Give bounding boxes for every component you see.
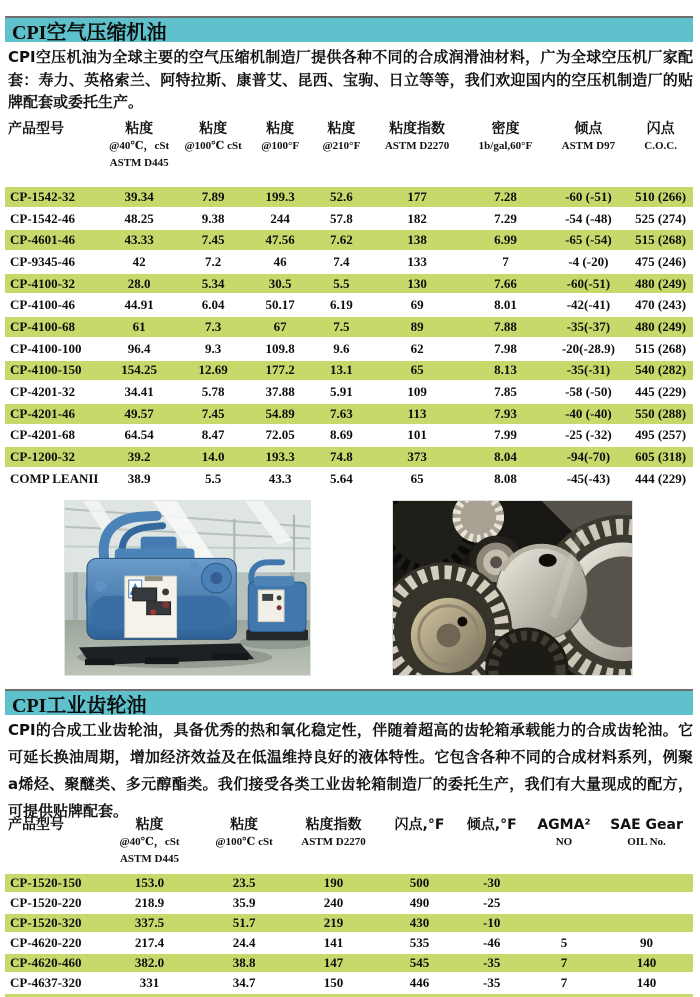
product-code-cell: CP-4100-46 — [10, 297, 75, 313]
table-row — [5, 914, 693, 934]
value-cell: 540 (282) — [635, 362, 687, 378]
section2-intro-text: CPI的合成工业齿轮油，具备优秀的热和氧化稳定性，伴随着超高的齿轮箱承载能力的合成齿轮油。它可延长换油周期，增加经济效益及在低温维持良好的液体特性。它包含各种不同的合成材料系列，例聚 a烯烃、聚醚类、多元醇酯类。我们接受各类工业齿轮箱制造厂的委托生产，我们有大量现成的配方，可提供贴牌配套。 — [8, 721, 693, 820]
value-cell: -65 (-54) — [565, 232, 612, 248]
product-code-cell: CP-9345-46 — [10, 253, 75, 269]
column-header-line: 1b/gal,60°F — [478, 140, 533, 152]
value-cell: 89 — [410, 318, 424, 334]
column-header-line: 粘度指数 — [305, 817, 362, 833]
value-cell: 141 — [323, 935, 344, 950]
column-header — [205, 817, 284, 867]
value-cell: 7.93 — [494, 405, 517, 421]
product-code-cell: CP-4201-68 — [10, 427, 75, 443]
value-cell: 61 — [132, 318, 146, 334]
value-cell: 8.69 — [330, 427, 353, 443]
column-header-line: ASTM D2270 — [301, 836, 366, 848]
column-header-line: @40℃，cSt — [119, 836, 180, 848]
value-cell: 605 (318) — [635, 449, 687, 465]
value-cell: 500 — [409, 875, 430, 890]
value-cell: 54.89 — [265, 405, 295, 421]
gears-illustration — [393, 501, 632, 675]
value-cell: 69 — [410, 297, 424, 313]
column-header — [249, 121, 311, 171]
value-cell: -60 (-51) — [565, 188, 612, 204]
value-cell: -60(-51) — [566, 275, 611, 291]
value-cell: 7.89 — [201, 188, 225, 204]
section2-title: CPI工业齿轮油 — [12, 694, 147, 717]
value-cell: 193.3 — [265, 449, 295, 465]
value-cell: 42 — [132, 253, 146, 269]
column-header — [284, 817, 384, 867]
value-cell: 57.8 — [330, 210, 353, 226]
value-cell: 510 (266) — [635, 188, 687, 204]
column-header-line: 倾点 — [574, 121, 603, 137]
value-cell: 13.1 — [330, 362, 353, 378]
value-cell: 24.4 — [232, 935, 256, 950]
table-row — [5, 382, 693, 404]
value-cell: 9.3 — [204, 340, 222, 356]
product-code-cell: CP-4100-150 — [10, 362, 82, 378]
value-cell: -35(-37) — [566, 318, 611, 334]
column-header — [456, 817, 528, 867]
value-cell: -42(-41) — [566, 297, 611, 313]
table-row — [5, 361, 693, 383]
value-cell: 7.85 — [494, 384, 517, 400]
column-header — [628, 121, 693, 171]
value-cell: -30 — [483, 875, 501, 890]
gear-oil-table-header — [5, 817, 693, 867]
value-cell: 535 — [409, 935, 430, 950]
table-row — [5, 404, 693, 426]
value-cell: 65 — [410, 470, 424, 486]
value-cell: 182 — [407, 210, 427, 226]
value-cell: 337.5 — [134, 915, 165, 930]
table-row — [5, 252, 693, 274]
value-cell: -25 (-32) — [565, 427, 612, 443]
value-cell: 101 — [407, 427, 427, 443]
column-header-line: @100℃ cSt — [215, 836, 273, 848]
value-cell: 150 — [323, 975, 344, 990]
value-cell: 446 — [409, 975, 430, 990]
value-cell: 5.64 — [330, 470, 353, 486]
column-header-line: @100°F — [261, 140, 300, 152]
value-cell: 7 — [560, 955, 568, 970]
value-cell: 445 (229) — [635, 384, 687, 400]
value-cell: 444 (229) — [635, 470, 687, 486]
column-header-line: NO — [555, 836, 573, 848]
product-code-cell: CP-4620-220 — [10, 935, 82, 950]
column-header-line: 粘度 — [266, 121, 295, 137]
product-code-cell: CP-1542-46 — [10, 210, 75, 226]
value-cell: 7.88 — [494, 318, 517, 334]
column-header — [372, 121, 463, 171]
column-header-line: @40℃，cSt — [109, 140, 170, 152]
column-header-line: OIL No. — [627, 836, 666, 848]
value-cell: 7.98 — [494, 340, 517, 356]
column-header — [462, 121, 548, 171]
value-cell: 147 — [323, 955, 344, 970]
value-cell: 138 — [407, 232, 427, 248]
value-cell: 7.3 — [204, 318, 222, 334]
value-cell: 74.8 — [330, 449, 353, 465]
column-header-line: ASTM D97 — [561, 140, 616, 152]
value-cell: 30.5 — [268, 275, 292, 291]
value-cell: 96.4 — [127, 340, 151, 356]
value-cell: 7.28 — [494, 188, 517, 204]
value-cell: -4 (-20) — [568, 253, 609, 269]
value-cell: -40 (-40) — [565, 405, 612, 421]
value-cell: 38.9 — [127, 470, 151, 486]
value-cell: 49.57 — [124, 405, 154, 421]
value-cell: 5.5 — [204, 470, 222, 486]
value-cell: 113 — [407, 405, 427, 421]
column-header-line: C.O.C. — [644, 140, 677, 152]
table-row — [5, 339, 693, 361]
table-row — [5, 295, 693, 317]
column-header — [548, 121, 628, 171]
column-header — [528, 817, 600, 867]
value-cell: 9.6 — [333, 340, 350, 356]
table-row — [5, 874, 693, 894]
value-cell: 154.25 — [121, 362, 158, 378]
value-cell: 12.69 — [198, 362, 228, 378]
column-header — [5, 817, 94, 867]
value-cell: 35.9 — [232, 895, 256, 910]
table-row — [5, 447, 693, 469]
value-cell: 109 — [407, 384, 427, 400]
product-code-cell: CP-4100-68 — [10, 318, 75, 334]
table-row — [5, 317, 693, 339]
value-cell: 90 — [640, 935, 654, 950]
column-header-line: SAE Gear — [610, 817, 683, 833]
table-row — [5, 426, 693, 448]
value-cell: 7.45 — [201, 405, 225, 421]
value-cell: 34.41 — [124, 384, 154, 400]
value-cell: 28.0 — [127, 275, 151, 291]
value-cell: 7.66 — [494, 275, 517, 291]
value-cell: 48.25 — [124, 210, 154, 226]
column-header-line: 产品型号 — [8, 817, 64, 833]
value-cell: 550 (288) — [635, 405, 687, 421]
column-header-line: 粘度指数 — [389, 121, 446, 137]
value-cell: 373 — [407, 449, 427, 465]
value-cell: 8.47 — [201, 427, 225, 443]
value-cell: 14.0 — [201, 449, 225, 465]
column-header — [5, 121, 101, 171]
table-row — [5, 894, 693, 914]
value-cell: 7.62 — [330, 232, 353, 248]
value-cell: 153.0 — [134, 875, 165, 890]
section1-title: CPI空气压缩机油 — [12, 21, 167, 44]
value-cell: 109.8 — [265, 340, 295, 356]
value-cell: -45(-43) — [566, 470, 611, 486]
air-compressor-photo — [64, 500, 311, 676]
product-code-cell: CP-1520-320 — [10, 915, 82, 930]
compressor-oil-table — [5, 187, 693, 491]
column-header — [311, 121, 372, 171]
value-cell: -35 — [483, 975, 501, 990]
industrial-gears-photo — [392, 500, 633, 676]
value-cell: -54 (-48) — [565, 210, 612, 226]
column-header-line: @100℃ cSt — [184, 140, 242, 152]
product-code-cell: CP-4201-46 — [10, 405, 75, 421]
value-cell: 5.78 — [201, 384, 225, 400]
column-header-line: 粘度 — [199, 121, 228, 137]
value-cell: 545 — [409, 955, 430, 970]
value-cell: 8.04 — [494, 449, 517, 465]
value-cell: 190 — [323, 875, 344, 890]
value-cell: 5.91 — [330, 384, 353, 400]
column-header-line: 粘度 — [230, 817, 259, 833]
value-cell: 65 — [410, 362, 424, 378]
product-code-cell: CP-4601-46 — [10, 232, 75, 248]
value-cell: 5 — [560, 935, 568, 950]
value-cell: 67 — [273, 318, 287, 334]
value-cell: 38.8 — [232, 955, 256, 970]
value-cell: 8.13 — [494, 362, 517, 378]
value-cell: 43.33 — [124, 232, 154, 248]
value-cell: -94(-70) — [566, 449, 611, 465]
section1-intro-text: CPI空压机油为全球主要的空气压缩机制造厂提供各种不同的合成润滑油材料，广为全球空压机厂家配套：寿力、英格索兰、阿特拉斯、康普艾、昆西、宝驹、日立等等，我们欢迎国内的空压机制造厂的贴牌配套或委托生产。 — [8, 48, 693, 111]
table-row — [5, 934, 693, 954]
value-cell: 52.6 — [330, 188, 353, 204]
product-code-cell: CP-4620-460 — [10, 955, 82, 970]
value-cell: 5.34 — [201, 275, 225, 291]
value-cell: 6.19 — [330, 297, 353, 313]
product-code-cell: CP-1200-32 — [10, 449, 75, 465]
value-cell: 62 — [410, 340, 424, 356]
value-cell: 7.63 — [330, 405, 353, 421]
value-cell: 525 (274) — [635, 210, 687, 226]
value-cell: 331 — [139, 975, 160, 990]
value-cell: 5.5 — [333, 275, 350, 291]
value-cell: 470 (243) — [635, 297, 687, 313]
value-cell: -10 — [483, 915, 501, 930]
value-cell: -20(-28.9) — [561, 340, 615, 356]
column-header-line: 产品型号 — [8, 121, 64, 137]
value-cell: 490 — [409, 895, 430, 910]
product-code-cell: CP-1542-32 — [10, 188, 75, 204]
column-header-line: 密度 — [491, 121, 520, 137]
value-cell: 480 (249) — [635, 275, 687, 291]
column-header-line: 闪点 — [646, 121, 675, 137]
product-code-cell: CP-4201-32 — [10, 384, 75, 400]
column-header-line: 粘度 — [125, 121, 154, 137]
value-cell: -35(-31) — [566, 362, 611, 378]
value-cell: 47.56 — [265, 232, 295, 248]
column-header-line: AGMA² — [537, 817, 591, 833]
value-cell: 430 — [409, 915, 430, 930]
value-cell: 8.08 — [494, 470, 517, 486]
value-cell: 7.2 — [204, 253, 222, 269]
column-header-line: 粘度 — [135, 817, 164, 833]
value-cell: 7 — [502, 253, 509, 269]
value-cell: 495 (257) — [635, 427, 687, 443]
value-cell: 7.99 — [494, 427, 517, 443]
gear-oil-table — [5, 874, 693, 994]
column-header-line: 倾点,°F — [466, 817, 517, 833]
value-cell: -25 — [483, 895, 501, 910]
section1-title-bar — [5, 16, 693, 42]
table-row — [5, 187, 693, 209]
product-code-cell: CP-1520-150 — [10, 875, 82, 890]
value-cell: 515 (268) — [635, 232, 687, 248]
column-header — [101, 121, 177, 171]
column-header-line: ASTM D2270 — [384, 140, 450, 152]
value-cell: 177.2 — [265, 362, 295, 378]
value-cell: 7.4 — [333, 253, 350, 269]
value-cell: 515 (268) — [635, 340, 687, 356]
table-row — [5, 274, 693, 296]
value-cell: -46 — [483, 935, 501, 950]
column-header-line: ASTM D445 — [119, 853, 179, 865]
value-cell: 51.7 — [232, 915, 256, 930]
value-cell: 9.38 — [201, 210, 225, 226]
product-code-cell: CP-4637-320 — [10, 975, 82, 990]
value-cell: 130 — [407, 275, 427, 291]
value-cell: 37.88 — [265, 384, 295, 400]
value-cell: 50.17 — [265, 297, 295, 313]
column-header-line: ASTM D445 — [109, 157, 169, 169]
product-code-cell: CP-4100-32 — [10, 275, 75, 291]
value-cell: 218.9 — [134, 895, 165, 910]
value-cell: 7.5 — [333, 318, 350, 334]
column-header-line: @210°F — [322, 140, 361, 152]
value-cell: 475 (246) — [635, 253, 687, 269]
value-cell: -35 — [483, 955, 501, 970]
value-cell: 217.4 — [134, 935, 165, 950]
value-cell: 8.01 — [494, 297, 517, 313]
value-cell: 6.99 — [494, 232, 517, 248]
value-cell: 46 — [273, 253, 287, 269]
table-row — [5, 230, 693, 252]
value-cell: 219 — [323, 915, 344, 930]
column-header — [177, 121, 249, 171]
table-row — [5, 469, 693, 491]
table-row — [5, 974, 693, 994]
value-cell: 140 — [636, 975, 657, 990]
value-cell: 140 — [636, 955, 657, 970]
value-cell: 244 — [270, 210, 290, 226]
value-cell: -58 (-50) — [565, 384, 612, 400]
product-code-cell: COMP LEANII — [10, 470, 99, 486]
air-compressor-illustration — [65, 501, 310, 675]
value-cell: 240 — [323, 895, 344, 910]
value-cell: 44.91 — [124, 297, 154, 313]
compressor-oil-table-header — [5, 121, 693, 171]
value-cell: 7.45 — [201, 232, 225, 248]
value-cell: 382.0 — [134, 955, 165, 970]
column-header-line: 闪点,°F — [394, 817, 445, 833]
value-cell: 34.7 — [232, 975, 256, 990]
value-cell: 72.05 — [265, 427, 295, 443]
column-header — [600, 817, 693, 867]
value-cell: 7.29 — [494, 210, 517, 226]
value-cell: 199.3 — [265, 188, 295, 204]
value-cell: 39.2 — [127, 449, 151, 465]
value-cell: 480 (249) — [635, 318, 687, 334]
product-code-cell: CP-4100-100 — [10, 340, 82, 356]
value-cell: 39.34 — [124, 188, 154, 204]
table-row — [5, 209, 693, 231]
product-code-cell: CP-1520-220 — [10, 895, 82, 910]
value-cell: 7 — [560, 975, 568, 990]
column-header-line: 粘度 — [327, 121, 356, 137]
column-header — [94, 817, 204, 867]
column-header — [383, 817, 455, 867]
value-cell: 6.04 — [201, 297, 225, 313]
section2-title-bar — [5, 689, 693, 715]
value-cell: 133 — [407, 253, 427, 269]
value-cell: 43.3 — [268, 470, 292, 486]
value-cell: 177 — [407, 188, 427, 204]
table-row — [5, 954, 693, 974]
value-cell: 64.54 — [124, 427, 154, 443]
value-cell: 23.5 — [232, 875, 256, 890]
